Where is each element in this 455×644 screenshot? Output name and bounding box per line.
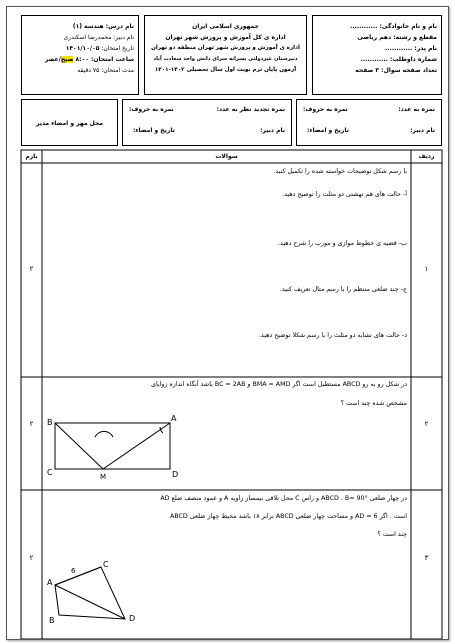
- revised-score-number: نمره تجدید نظر به عدد:: [216, 106, 285, 113]
- question-2-score: ۲: [29, 420, 34, 428]
- question-1-number: ۱: [424, 265, 429, 273]
- page-count: تعداد صفحه سوال: ۳ صفحه: [355, 67, 437, 74]
- question-3-score: ۲: [29, 554, 34, 562]
- exam-date: تاریخ امتحان: ۱۴۰۱/۱۰/۰۵: [65, 45, 134, 52]
- father-name: نام پدر: ............: [384, 45, 437, 52]
- quadrilateral-figure: [45, 555, 185, 635]
- rect-label-m: M: [100, 473, 107, 481]
- score-letters: نمره به حروف:: [303, 106, 348, 113]
- date-sign-1: تاریخ و امضاء:: [307, 127, 349, 134]
- question-2-number: ۲: [424, 420, 429, 428]
- date-sign-2: تاریخ و امضاء:: [133, 127, 175, 134]
- question-1-part-d: د- حالت های تشابه دو مثلث را با رسم شکلا توضیح دهید.: [258, 332, 407, 339]
- revised-score-letters: نمره به حروف:: [129, 106, 174, 113]
- question-1-part-b: ب- قضیه ی خطوط موازی و مورب را شرح دهید.: [278, 240, 407, 247]
- shift-morning-highlight: صبح: [60, 56, 74, 63]
- header-line-5: آزمون پایان ترم نوبت اول سال تحصیلی ۱۴۰۲-۱۴۰۱: [154, 67, 297, 73]
- rect-label-a: A: [171, 414, 177, 423]
- score-column-header: بارم: [25, 153, 38, 160]
- question-3-number: ۳: [424, 554, 429, 562]
- student-grade: مقطع و رشته: دهم ریاضی: [357, 34, 437, 41]
- exam-time: ساعت امتحان: ۸:۰۰ صبح/عصر: [44, 56, 134, 63]
- questions-table-grid: [7, 7, 448, 639]
- quad-label-d: D: [129, 614, 136, 623]
- question-1-score: ۲: [29, 265, 34, 273]
- quad-label-6: 6: [71, 567, 76, 575]
- question-1-part-c: ج- چند ضلعی منتظم را با رسم مثال تعریف کنید.: [279, 286, 407, 293]
- quad-label-c: C: [103, 560, 109, 569]
- questions-column-header: سوالات: [215, 153, 238, 160]
- exam-duration: مدت امتحان: ۷۵ دقیقه: [77, 67, 134, 74]
- question-2-line-2: مشخص شده چند است ؟: [340, 400, 407, 407]
- teacher-name: نام دبیر: محمدرضا اسکندری: [63, 34, 134, 41]
- rect-label-d: D: [172, 470, 179, 479]
- question-1-part-a: آ- حالت های هم نهشتی دو مثلث را توضیح دهید.: [282, 191, 407, 198]
- score-number: نمره به عدد:: [398, 106, 435, 113]
- question-3-line-2: است . اگر AD = 6 و مساحت چهار ضلعی ABCD برابر ۱۸ باشد محیط چهار ضلعی ABCD: [170, 513, 407, 520]
- course-name: نام درس: هندسه (۱): [72, 23, 134, 30]
- teacher-name-2: نام دبیر:: [260, 127, 285, 134]
- question-2-line-1: در شکل رو به رو ABCD مستطیل است اگر BMA = AMD و BC = 2AB باشد آنگاه اندازه زوایای: [151, 381, 407, 388]
- rectangle-figure: [45, 411, 185, 481]
- header-line-2: اداره ی کل آموزش و پرورش شهر تهران: [165, 34, 286, 41]
- quad-label-a: A: [47, 578, 53, 587]
- teacher-name-1: نام دبیر:: [410, 127, 435, 134]
- question-1-intro: با رسم شکل توضیحات خواسته شده را تکمیل کنید.: [273, 168, 407, 175]
- seat-number: شماره داوطلب: ............: [360, 56, 437, 63]
- quad-label-b: B: [49, 616, 55, 625]
- student-name: نام و نام خانوادگی: ............: [350, 23, 437, 30]
- rect-label-c: C: [47, 468, 53, 477]
- header-line-1: جمهوری اسلامی ایران: [192, 23, 259, 30]
- rect-label-b: B: [47, 418, 53, 427]
- row-column-header: ردیف: [418, 153, 435, 160]
- seal-label: محل مهر و امضاء مدیر: [35, 120, 104, 127]
- exam-page: [6, 6, 449, 640]
- question-3-line-1: در چهار ضلعی ABCD ، B= 90° و راس C محل تلاقی نیمساز زاویه A و عمود منصف ضلع AD: [160, 495, 407, 502]
- question-3-line-3: چند است ؟: [377, 531, 407, 538]
- header-line-3: اداره ی آموزش و پرورش شهر تهران منطقه دو تهران: [151, 45, 300, 51]
- header-line-4: دبیرستان غیردولتی پسرانه سرای دانش واحد سعادت آباد: [153, 56, 298, 62]
